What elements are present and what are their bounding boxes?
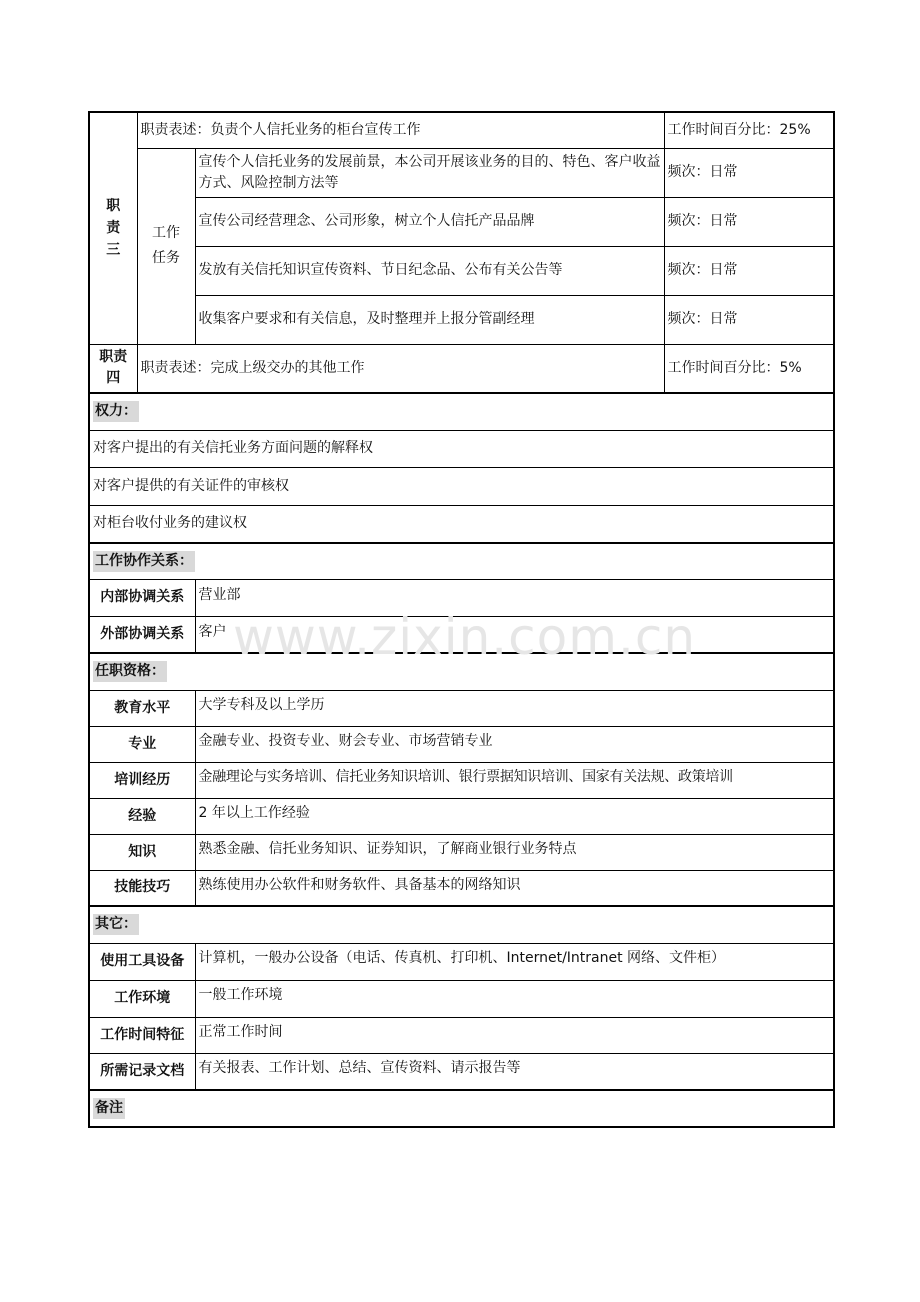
duty3-task-row bbox=[89, 295, 834, 344]
other-label: 所需记录文档 bbox=[89, 1053, 195, 1090]
powers-section-row bbox=[89, 393, 834, 430]
duty3-task-row bbox=[89, 148, 834, 197]
qualification-row bbox=[89, 870, 834, 906]
qualification-row bbox=[89, 834, 834, 870]
job-description-table-wrapper bbox=[88, 111, 833, 1128]
other-label: 工作时间特征 bbox=[89, 1017, 195, 1053]
qualification-value: 大学专科及以上学历 bbox=[195, 690, 834, 726]
power-row bbox=[89, 430, 834, 467]
duty4-row bbox=[89, 344, 834, 393]
qualification-row bbox=[89, 762, 834, 798]
remarks-title: 备注 bbox=[93, 1098, 125, 1119]
qualification-value: 熟悉金融、信托业务知识、证券知识，了解商业银行业务特点 bbox=[195, 834, 834, 870]
power-item: 对客户提出的有关信托业务方面问题的解释权 bbox=[89, 430, 834, 467]
duty3-task-text: 宣传公司经营理念、公司形象，树立个人信托产品品牌 bbox=[195, 197, 664, 246]
qualification-row bbox=[89, 726, 834, 762]
other-title: 其它： bbox=[93, 914, 139, 935]
remarks-row bbox=[89, 1090, 834, 1127]
duty4-time-percent: 工作时间百分比：5% bbox=[664, 344, 834, 393]
other-row bbox=[89, 1017, 834, 1053]
duty3-task-frequency: 频次：日常 bbox=[664, 246, 834, 295]
other-value: 一般工作环境 bbox=[195, 980, 834, 1017]
external-relation-row bbox=[89, 616, 834, 653]
duty3-header-row bbox=[89, 112, 834, 148]
qualification-label: 经验 bbox=[89, 798, 195, 834]
job-description-table bbox=[88, 111, 835, 1128]
other-row bbox=[89, 980, 834, 1017]
qualification-value: 2 年以上工作经验 bbox=[195, 798, 834, 834]
qualification-label: 教育水平 bbox=[89, 690, 195, 726]
qualification-label: 培训经历 bbox=[89, 762, 195, 798]
powers-title: 权力： bbox=[93, 401, 139, 422]
qualifications-title: 任职资格： bbox=[93, 661, 167, 682]
power-row bbox=[89, 467, 834, 505]
internal-relation-value: 营业部 bbox=[195, 579, 834, 616]
other-row bbox=[89, 1053, 834, 1090]
qualification-label: 专业 bbox=[89, 726, 195, 762]
qualifications-section-row bbox=[89, 653, 834, 690]
duty3-label: 职 责 三 bbox=[89, 112, 137, 344]
duty3-task-label: 工作 任务 bbox=[137, 148, 195, 344]
internal-relation-row bbox=[89, 579, 834, 616]
power-item: 对客户提供的有关证件的审核权 bbox=[89, 467, 834, 505]
other-row bbox=[89, 943, 834, 980]
other-value: 计算机，一般办公设备（电话、传真机、打印机、Internet/Intranet 网络、文件柜） bbox=[195, 943, 834, 980]
duty3-task-text: 收集客户要求和有关信息，及时整理并上报分管副经理 bbox=[195, 295, 664, 344]
duty3-task-row bbox=[89, 246, 834, 295]
other-value: 有关报表、工作计划、总结、宣传资料、请示报告等 bbox=[195, 1053, 834, 1090]
power-item: 对柜台收付业务的建议权 bbox=[89, 505, 834, 543]
other-label: 使用工具设备 bbox=[89, 943, 195, 980]
duty3-time-percent: 工作时间百分比：25% bbox=[664, 112, 834, 148]
duty3-task-frequency: 频次：日常 bbox=[664, 295, 834, 344]
qualification-label: 知识 bbox=[89, 834, 195, 870]
qualification-value: 金融理论与实务培训、信托业务知识培训、银行票据知识培训、国家有关法规、政策培训 bbox=[195, 762, 834, 798]
qualification-value: 金融专业、投资专业、财会专业、市场营销专业 bbox=[195, 726, 834, 762]
watermark: www.zixin.com.cn bbox=[233, 608, 697, 666]
other-value: 正常工作时间 bbox=[195, 1017, 834, 1053]
external-relation-label: 外部协调关系 bbox=[89, 616, 195, 653]
duty3-task-frequency: 频次：日常 bbox=[664, 148, 834, 197]
duty4-label: 职责 四 bbox=[89, 344, 137, 393]
duty4-description: 职责表述：完成上级交办的其他工作 bbox=[137, 344, 664, 393]
relations-title: 工作协作关系： bbox=[93, 551, 195, 572]
duty3-task-row bbox=[89, 197, 834, 246]
other-section-row bbox=[89, 906, 834, 943]
relations-section-row bbox=[89, 543, 834, 579]
qualification-value: 熟练使用办公软件和财务软件、具备基本的网络知识 bbox=[195, 870, 834, 906]
duty3-task-text: 宣传个人信托业务的发展前景，本公司开展该业务的目的、特色、客户收益方式、风险控制方法等 bbox=[195, 148, 664, 197]
qualification-label: 技能技巧 bbox=[89, 870, 195, 906]
external-relation-value: 客户 bbox=[195, 616, 834, 653]
duty3-task-text: 发放有关信托知识宣传资料、节日纪念品、公布有关公告等 bbox=[195, 246, 664, 295]
duty3-description: 职责表述：负责个人信托业务的柜台宣传工作 bbox=[137, 112, 664, 148]
other-label: 工作环境 bbox=[89, 980, 195, 1017]
internal-relation-label: 内部协调关系 bbox=[89, 579, 195, 616]
qualification-row bbox=[89, 690, 834, 726]
duty3-task-frequency: 频次：日常 bbox=[664, 197, 834, 246]
power-row bbox=[89, 505, 834, 543]
qualification-row bbox=[89, 798, 834, 834]
